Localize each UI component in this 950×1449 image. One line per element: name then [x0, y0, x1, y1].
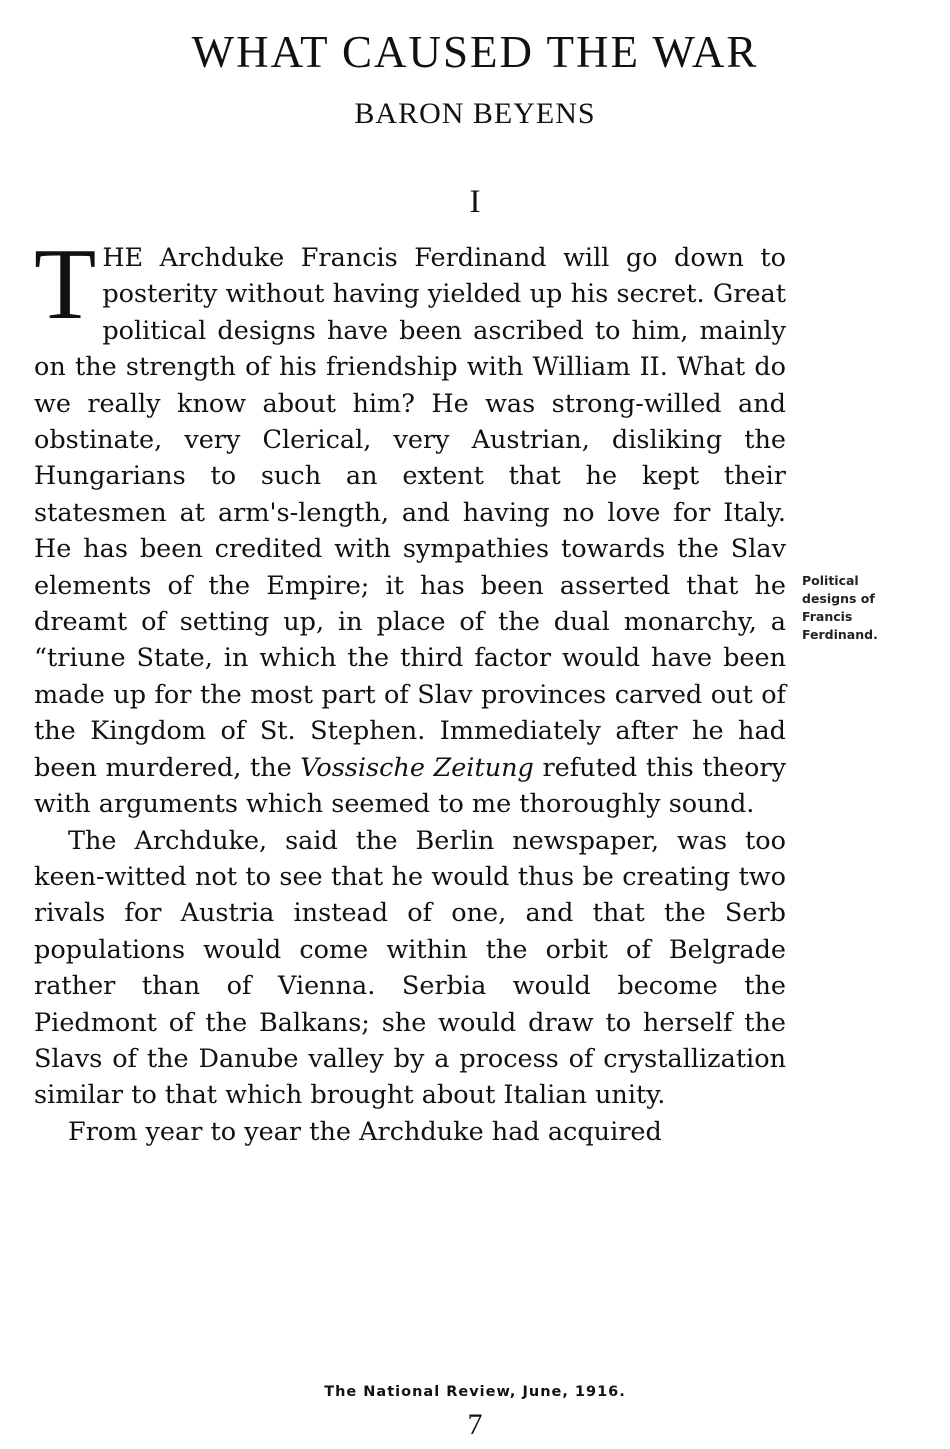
body-text: [34, 228, 786, 1150]
paragraph-1-text: HE Archduke Francis Ferdinand will go down to posterity without having yielded up his secret. Great political designs have been ascribed to him, mainly on the strength of his friendship with William II. What do we really know about him? He was strong-willed and obstinate, very Clerical, very Austrian, disliking the Hungarians to such an extent that he kept their statesmen at arm's-length, and having no love for Italy. He has been credited with sympathies towards the Slav elements of the Empire; it has been asserted that he dreamt of setting up, in place of the dual monarchy, a “triune State, in which the third factor would have been made up for the most part of Slav provinces carved out of the Kingdom of St. Stephen. Immediately after he had been murdered, the: [34, 243, 786, 783]
section-number: I: [469, 184, 481, 220]
author-name: BARON BEYENS: [354, 97, 596, 130]
margin-note-line: Political: [802, 573, 859, 588]
margin-note-line: Francis: [802, 609, 853, 624]
paragraph-1-text-end: refuted this theory with arguments which seemed to me thoroughly sound.: [34, 752, 786, 820]
drop-cap: T: [34, 228, 97, 341]
margin-note: [802, 572, 948, 644]
paragraph-3: From year to year the Archduke had acquired: [68, 1116, 662, 1147]
margin-note-line: designs of: [802, 591, 875, 606]
chapter-title: WHAT CAUSED THE WAR: [191, 27, 759, 77]
paragraph-2: The Archduke, said the Berlin newspaper, was too keen-witted not to see that he would thus be creating two rivals for Austria instead of one, and that the Serb populations would come within the orbit of Belgrade rather than of Vienna. Serbia would become the Piedmont of the Balkans; she would draw to herself the Slavs of the Danube valley by a process of crystallization similar to that which brought about Italian unity.: [34, 825, 786, 1111]
source-footer: The National Review, June, 1916.: [324, 1384, 626, 1400]
margin-note-line: Ferdinand.: [802, 627, 878, 642]
newspaper-name: Vossische Zeitung: [300, 752, 534, 783]
page-number: 7: [467, 1408, 483, 1441]
paragraph-1: [34, 228, 786, 823]
